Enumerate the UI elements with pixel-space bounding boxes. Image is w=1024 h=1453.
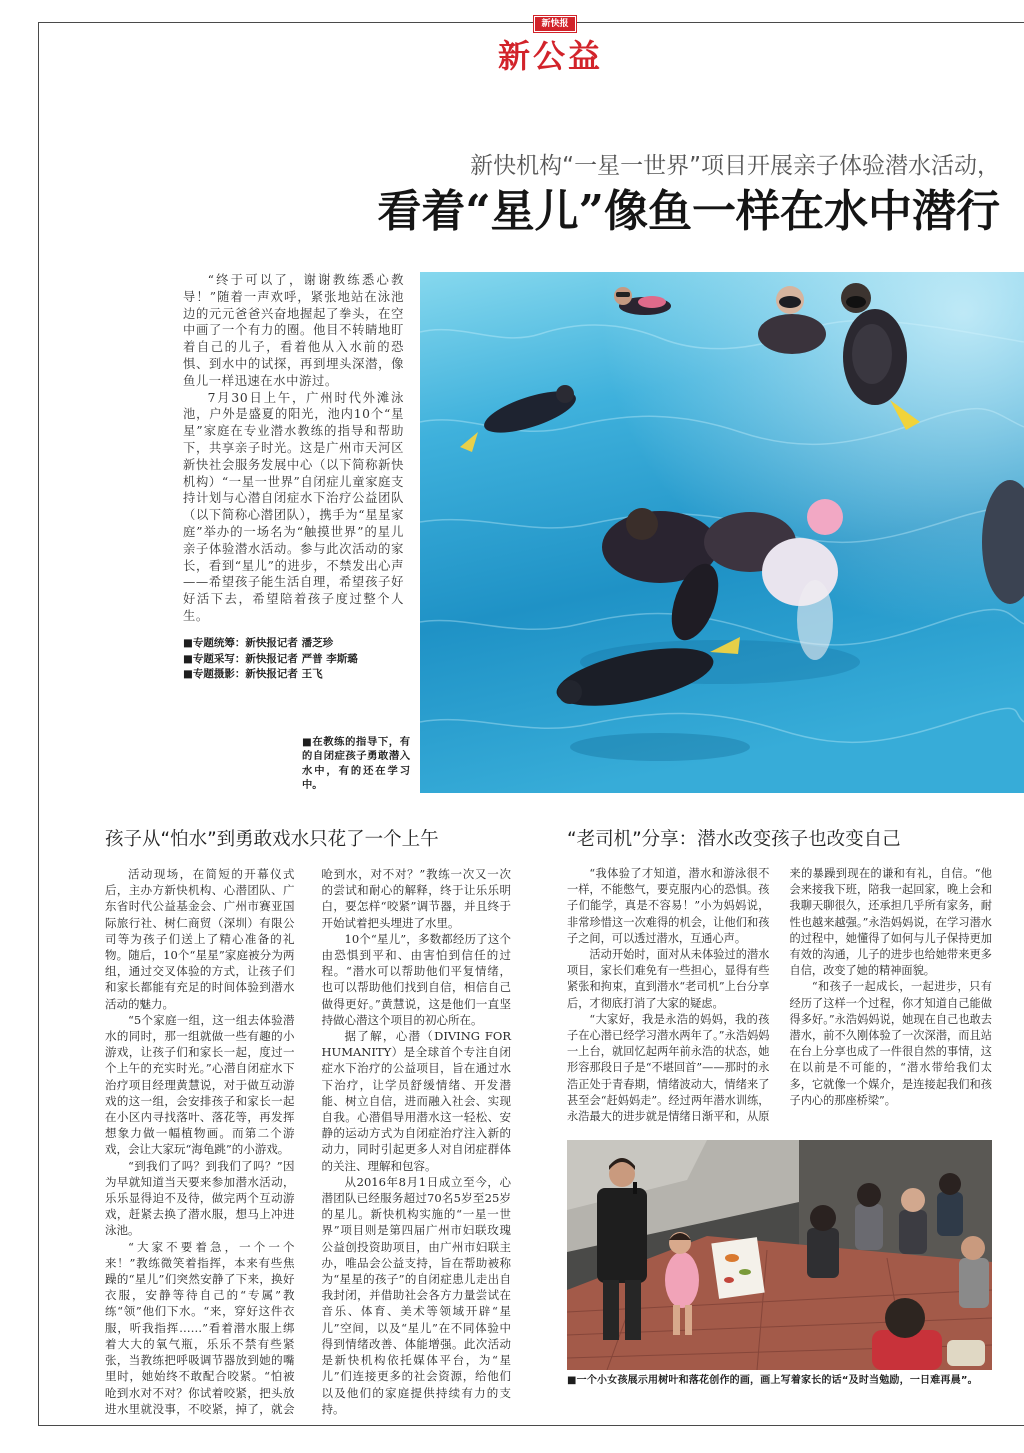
byline-credits	[183, 636, 404, 683]
section-title: 新公益	[498, 37, 604, 75]
body-paragraph: “到我们了吗？到我们了吗？”因为早就知道当天要来参加潜水活动，乐乐显得迫不及待，做完两个互动游戏，赶紧去换了潜水服，想马上冲进泳池。	[105, 1158, 295, 1238]
bottom-photo-caption: ■一个小女孩展示用树叶和落花创作的画，画上写着家长的话“及时当勉励，一日难再晨”。	[567, 1375, 978, 1386]
body-paragraph: 10个“星儿”，多数都经历了这个由恐惧到平和、由害怕到信任的过程。“潜水可以帮助他们平复情绪，也可以帮助他们找到自信，相信自己做得更好。”黄慧说，这是他们一直坚持做心潜这个项目的初心所在。	[321, 931, 511, 1027]
body-paragraph: “大家不要着急，一个一个来！”教练微笑着指挥，本来有些焦躁的“星儿”们突然安静了下来，换好衣服，安静等待自己的“专属”教练“领”他们下水。“来，穿好这件衣服，听我指挥……”看着潜水服上绑着大大的氧气瓶，乐乐不禁有些紧张，当教练把呼吸调节器放到她的嘴里时，她始终不敢配合咬紧。“怕被呛到水对不对？你试着咬紧，把头放进水里就没事，不咬紧，掉了，就会呛到水，对不对？”教练一次又一次的尝试和耐心的解释，终于让乐乐明白，要怎样“咬紧”调节器，并且终于开始试着把头埋进了水里。	[105, 867, 511, 1416]
body-paragraph: 从2016年8月1日成立至今，心潜团队已经服务超过70名5岁至25岁的星儿。新快机构实施的“一星一世界”项目则是第四届广州市妇联玫瑰公益创投资助项目，由广州市妇联主办，唯品会公益支持，旨在帮助被称为“星星的孩子”的自闭症患儿走出自我封闭，并借助社会各方力量尝试在音乐、体育、美术等领域开辟“星儿”空间，以及“星儿”在不同体验中得到情绪改善、体能增强。此次活动是新快机构依托媒体平台，为“星儿”们连接更多的社会资源，给他们以及他们的家庭提供持续有力的支持。	[321, 1174, 511, 1416]
section-heading: “老司机”分享：潜水改变孩子也改变自己	[567, 829, 901, 850]
body-paragraph: “5个家庭一组，这一组去体验潜水的同时，那一组就做一些有趣的小游戏，让孩子们和家长一起，度过一个上午的充实时光。”心潜自闭症水下治疗项目经理黄慧说，对于做互动游戏的这一组，会安排孩子和家长一起在小区内寻找落叶、落花等，再发挥想象力做一幅植物画。而第二个游戏，会让大家玩“海龟跳”的小游戏。	[105, 1012, 295, 1157]
credit-line: ■专题统筹：新快报记者 潘芝珍	[183, 637, 334, 649]
main-photo-caption: ■在教练的指导下，有的自闭症孩子勇敢潜入水中，有的还在学习中。	[302, 736, 410, 791]
section-heading: 孩子从“怕水”到勇敢戏水只花了一个上午	[105, 829, 439, 850]
body-paragraph: “我体验了才知道，潜水和游泳很不一样，不能憋气，要克服内心的恐惧。孩子们能学，真是不容易！”小为妈妈说，非常珍惜这一次难得的机会，让他们和孩子之间，可以透过潜水，互通心声。	[567, 867, 770, 945]
credit-line: ■专题采写：新快报记者 严普 李斯璐	[183, 652, 358, 665]
intro-paragraph: 7月30日上午，广州时代外滩泳池，户外是盛夏的阳光，池内10个“星星”家庭在专业潜水教练的指导和帮助下，共享亲子时光。这是广州市天河区新快社会服务发展中心（以下简称新快机构）“一星一世界”自闭症儿童家庭支持计划与心潜自闭症水下治疗公益团队（以下简称心潜团队），携手为“星星家庭”举办的一场名为“触摸世界”的星儿亲子体验潜水活动。参与此次活动的家长，看到“星儿”的进步，不禁发出心声——希望孩子能生活自理，希望孩子好好活下去，希望陪着孩子度过整个人生。	[183, 390, 404, 623]
page-border-bottom	[38, 1425, 1024, 1426]
body-paragraph: “大家好，我是永浩的妈妈，我的孩子在心潜已经学习潜水两年了。”永浩妈妈一上台，就回忆起两年前永浩的状态，她形容那段日子是“不堪回首”——那时的永浩正处于青春期，情绪波动大，情绪来了甚至会“赶妈妈走”。经过两年潜水训练，永浩最大的进步就是情绪日渐平和，从原来的暴躁到现在的谦和有礼，自信。“他会来接我下班，陪我一起回家，晚上会和我聊天聊很久，还承担几乎所有家务，耐性也越来越强。”永浩妈妈说，在学习潜水的过程中，她懂得了如何与儿子保持更加有效的沟通，儿子的进步也给她带来更多自信，改变了她的精神面貌。	[567, 867, 992, 1124]
bag	[947, 1340, 985, 1366]
body-paragraph: 据了解，心潜（DIVING FOR HUMANITY）是全球首个专注自闭症水下治疗的公益项目，旨在通过水下治疗，让学员舒缓情绪、开发潜能、树立自信，进而融入社会、实现自我。心潜倡导用潜水这一轻松、安静的运动方式为自闭症治疗注入新的动力，同时引起更多人对自闭症群体的关注、理解和包容。	[321, 1029, 511, 1173]
article-intro	[183, 272, 404, 625]
leaf-painting	[711, 1237, 764, 1299]
art-show-photo	[567, 1140, 992, 1370]
newspaper-logo: 新快报	[534, 16, 576, 32]
page-border-top	[38, 22, 1024, 23]
body-paragraph: 活动开始时，面对从未体验过的潜水项目，家长们难免有一些担心，显得有些紧张和拘束，直到潜水“老司机”上台分享后，才彻底打消了大家的疑虑。	[567, 948, 770, 1010]
credit-line: ■专题摄影：新快报记者 王飞	[183, 668, 323, 680]
section-body	[567, 866, 992, 1125]
page-border-left	[38, 22, 39, 1426]
body-paragraph: “和孩子一起成长，一起进步，只有经历了这样一个过程，你才知道自己能做得多好。”永浩妈妈说，她现在自己也敢去潜水，前不久刚体验了一次深潜，而且站在台上分享也成了一件很自然的事情，这在以前是不可能的，“潜水带给我们太多，它就像一个媒介，是连接起我们和孩子内心的那座桥梁”。	[789, 980, 992, 1107]
article-subtitle: 新快机构“一星一世界”项目开展亲子体验潜水活动，	[470, 153, 1000, 179]
body-paragraph: 活动现场，在简短的开幕仪式后，主办方新快机构、心潜团队、广东省时代公益基金会、广州市赛亚国际旅行社、树仁商贸（深圳）有限公司等为孩子们送上了精心准备的礼物。随后，10个“星星”家庭被分为两组，通过交叉体验的方式，让孩子们和家长都能有充足的时间体验到潜水活动的魅力。	[105, 867, 295, 1011]
article-headline: 看着“星儿”像鱼一样在水中潜行	[377, 186, 1000, 237]
pool-photo	[420, 272, 1024, 793]
intro-paragraph: “终于可以了，谢谢教练悉心教导！”随着一声欢呼，紧张地站在泳池边的元元爸爸兴奋地握起了拳头，在空中画了一个有力的圈。他目不转睛地盯着自己的儿子，看着他从入水前的恐惧、到水中的试探，再到埋头深潜，像鱼儿一样迅速在水中游过。	[183, 273, 404, 388]
section-body	[105, 866, 511, 1417]
